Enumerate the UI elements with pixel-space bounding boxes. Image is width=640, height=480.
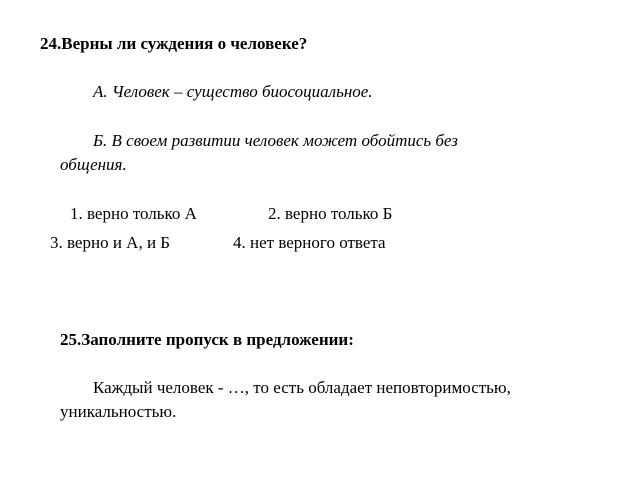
question-25-title: 25.Заполните пропуск в предложении: <box>60 330 354 349</box>
answer-option-3: 3. верно и А, и Б <box>50 233 171 252</box>
question-24-title: 24.Верны ли суждения о человеке? <box>40 34 308 53</box>
statement-b-line-1: Б. В своем развитии человек может обойтись без <box>93 131 458 150</box>
question-25-text-line-1: Каждый человек - …, то есть обладает неповторимостью, <box>93 378 511 397</box>
statement-a: А. Человек – существо биосоциальное. <box>93 82 373 101</box>
question-25-text-line-2: уникальностью. <box>60 402 177 421</box>
answer-option-4: 4. нет верного ответа <box>233 233 386 252</box>
statement-b-line-2: общения. <box>60 155 127 174</box>
answer-option-1: 1. верно только А <box>70 204 197 223</box>
answer-option-2: 2. верно только Б <box>268 204 393 223</box>
